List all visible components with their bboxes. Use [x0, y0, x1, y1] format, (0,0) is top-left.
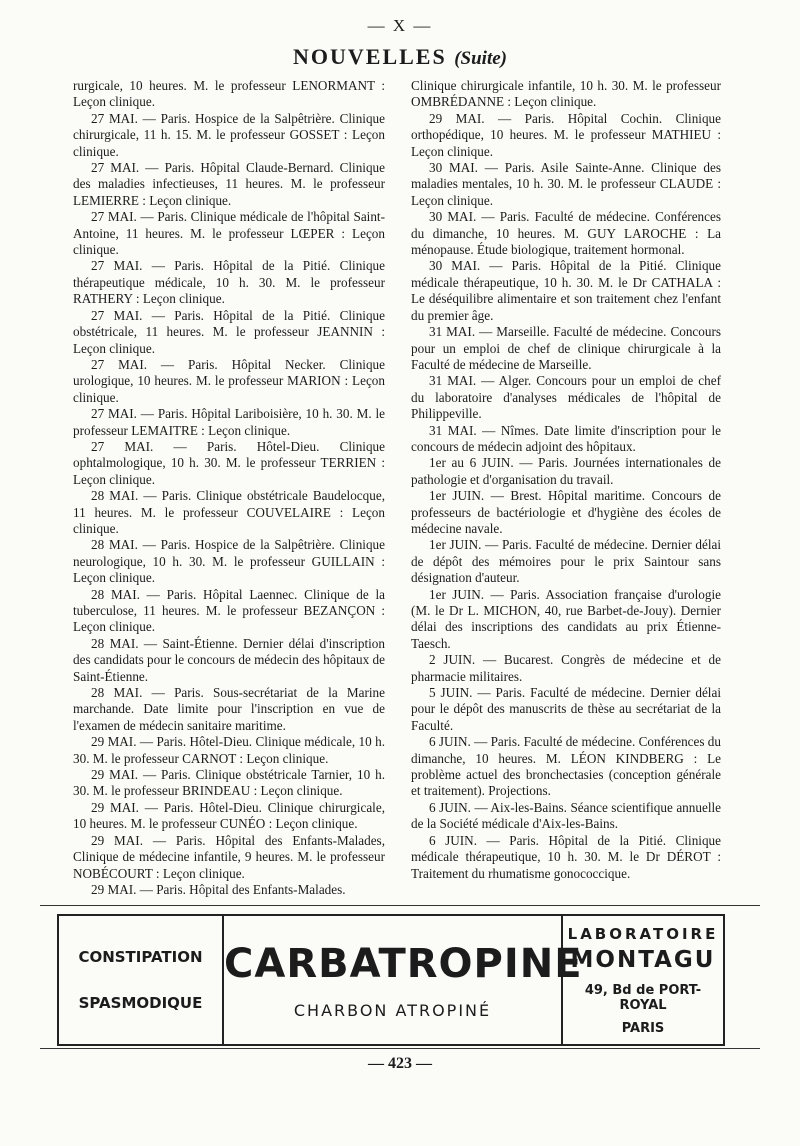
news-entry: 30 MAI. — Paris. Faculté de médecine. Conférences du dimanche, 10 heures. M. GUY LAROCHE : La ménopause. Étude biologique, traitement hormonal. [411, 209, 721, 258]
advertisement-box [57, 914, 725, 1046]
news-entry: 29 MAI. — Paris. Hôpital Cochin. Clinique orthopédique, 10 heures. M. le professeur MATHIEU : Leçon clinique. [411, 110, 721, 159]
news-entry: 31 MAI. — Alger. Concours pour un emploi de chef du laboratoire d'analyses médicales de l'hôpital de Philippeville. [411, 373, 721, 422]
news-entry: 1er au 6 JUIN. — Paris. Journées internationales de pathologie et d'organisation du travail. [411, 455, 721, 487]
news-entry: 27 MAI. — Paris. Hôpital Lariboisière, 10 h. 30. M. le professeur LEMAITRE : Leçon clinique. [73, 406, 385, 438]
section-title [0, 44, 800, 70]
news-entry: Clinique chirurgicale infantile, 10 h. 30. M. le professeur OMBRÉDANNE : Leçon clinique. [411, 78, 721, 110]
news-entry: 1er JUIN. — Paris. Faculté de médecine. Dernier délai de dépôt des mémoires pour le prix Saintour sans désignation d'auteur. [411, 537, 721, 586]
news-entry: 29 MAI. — Paris. Clinique obstétricale Tarnier, 10 h. 30. M. le professeur BRINDEAU : Leçon clinique. [73, 767, 385, 799]
news-entry: 5 JUIN. — Paris. Faculté de médecine. Dernier délai pour le dépôt des manuscrits de thèse au secrétariat de la Faculté. [411, 685, 721, 733]
ad-lab-line2: MONTAGU [570, 946, 716, 973]
section-title-text: NOUVELLES [293, 44, 447, 69]
news-entry: 29 MAI. — Paris. Hôpital des Enfants-Malades. [91, 881, 346, 897]
news-entry: 2 JUIN. — Bucarest. Congrès de médecine et de pharmacie militaires. [411, 652, 721, 684]
news-entry: 27 MAI. — Paris. Hôpital Claude-Bernard. Clinique des maladies infectieuses, 11 heures. M. le professeur LEMIERRE : Leçon clinique. [73, 160, 385, 208]
news-entry: 28 MAI. — Paris. Hospice de la Salpêtrière. Clinique neurologique, 10 h. 30. M. le professeur GUILLAIN : Leçon clinique. [73, 537, 385, 586]
ad-lab-line1: LABORATOIRE [567, 924, 719, 943]
news-entry: 30 MAI. — Paris. Asile Sainte-Anne. Clinique des maladies mentales, 10 h. 30. M. le professeur CLAUDE : Leçon clinique. [411, 160, 721, 208]
news-entry: 28 MAI. — Saint-Étienne. Dernier délai d'inscription des candidats pour le concours de médecin des hôpitaux de Saint-Étienne. [73, 635, 385, 684]
news-entry: 1er JUIN. — Paris. Association française d'urologie (M. le Dr L. MICHON, 40, rue Barbet-de-Jouy). Dernier délai des inscriptions des candidats au prix Étienne-Taesch. [411, 586, 721, 651]
ad-laboratory [563, 916, 723, 1044]
news-entry: 27 MAI. — Paris. Hôpital Necker. Clinique urologique, 10 heures. M. le professeur MARION : Leçon clinique. [73, 356, 385, 405]
ad-brand-tagline: CHARBON ATROPINÉ [293, 1000, 492, 1020]
news-entry: 31 MAI. — Marseille. Faculté de médecine. Concours pour un emploi de chef de clinique chirurgicale à la Faculté de médecine de Marseille. [411, 324, 721, 372]
roman-page-marker: — X — [367, 16, 433, 35]
news-entry: 30 MAI. — Paris. Hôpital de la Pitié. Clinique médicale thérapeutique, 10 h. 30. M. le Dr CATHALA : Le déséquilibre alimentaire et son traitement chez l'enfant du premier âge. [411, 258, 721, 323]
news-entry: 27 MAI. — Paris. Clinique médicale de l'hôpital Saint-Antoine, 11 heures. M. le professeur LŒPER : Leçon clinique. [73, 209, 385, 258]
bottom-divider [40, 1048, 760, 1049]
news-entry: 28 MAI. — Paris. Clinique obstétricale Baudelocque, 11 heures. M. le professeur COUVELAIRE : Leçon clinique. [73, 488, 385, 536]
news-entry: 6 JUIN. — Paris. Hôpital de la Pitié. Clinique médicale thérapeutique, 10 h. 30. M. le Dr DÉROT : Traitement du rhumatisme gonococcique. [411, 832, 721, 881]
page-number: — 423 — [368, 1055, 432, 1072]
top-divider [40, 905, 760, 906]
news-entry: 31 MAI. — Nîmes. Date limite d'inscription pour le concours de médecin adjoint des hôpitaux. [411, 422, 721, 454]
ad-indication [59, 916, 222, 1044]
news-entry: 29 MAI. — Paris. Hôtel-Dieu. Clinique médicale, 10 h. 30. M. le professeur CARNOT : Leçon clinique. [73, 734, 385, 766]
news-entry: 27 MAI. — Paris. Hospice de la Salpêtrière. Clinique chirurgicale, 11 h. 15. M. le professeur GOSSET : Leçon clinique. [73, 110, 385, 159]
ad-brand [224, 916, 583, 1044]
ad-indication-line2: SPASMODIQUE [78, 994, 203, 1012]
news-entry: 29 MAI. — Paris. Hôpital des Enfants-Malades, Clinique de médecine infantile, 9 heures. M. le professeur NOBÉCOURT : Leçon clinique. [73, 832, 385, 881]
news-entry: 27 MAI. — Paris. Hôtel-Dieu. Clinique ophtalmologique, 10 h. 30. M. le professeur TERRIEN : Leçon clinique. [73, 438, 385, 487]
news-entry: 28 MAI. — Paris. Sous-secrétariat de la Marine marchande. Date limite pour l'inscription en vue de l'examen de médecin sanitaire maritime. [73, 685, 385, 733]
news-entry: 1er JUIN. — Brest. Hôpital maritime. Concours de professeurs de bactériologie et d'hygiène des écoles de médecine navale. [411, 488, 721, 536]
news-entry: 6 JUIN. — Paris. Faculté de médecine. Conférences du dimanche, 10 heures. M. LÉON KINDBERG : Le problème actuel des bronchectasies (conception générale et traitement). Projections. [411, 734, 721, 799]
ad-lab-city: PARIS [621, 1020, 665, 1036]
news-entry: rurgicale, 10 heures. M. le professeur LENORMANT : Leçon clinique. [73, 78, 385, 110]
ad-lab-address: 49, Bd de PORT-ROYAL [584, 982, 702, 1013]
ad-indication-line1: CONSTIPATION [78, 948, 203, 966]
news-entry: 29 MAI. — Paris. Hôtel-Dieu. Clinique chirurgicale, 10 heures. M. le professeur CUNÉO : Leçon clinique. [73, 799, 385, 832]
news-entry: 27 MAI. — Paris. Hôpital de la Pitié. Clinique obstétricale, 11 heures. M. le professeur JEANNIN : Leçon clinique. [73, 307, 385, 356]
right-column [411, 78, 721, 882]
news-entry: 27 MAI. — Paris. Hôpital de la Pitié. Clinique thérapeutique médicale, 10 h. 30. M. le professeur RATHERY : Leçon clinique. [73, 258, 385, 307]
section-title-suite: (Suite) [454, 48, 507, 69]
news-entry: 28 MAI. — Paris. Hôpital Laennec. Clinique de la tuberculose, 11 heures. M. le professeur BEZANÇON : Leçon clinique. [73, 586, 385, 635]
news-entry: 6 JUIN. — Aix-les-Bains. Séance scientifique annuelle de la Société médicale d'Aix-les-Bains. [411, 799, 721, 832]
left-column [73, 78, 385, 898]
ad-brand-name: CARBATROPINE [224, 940, 583, 987]
